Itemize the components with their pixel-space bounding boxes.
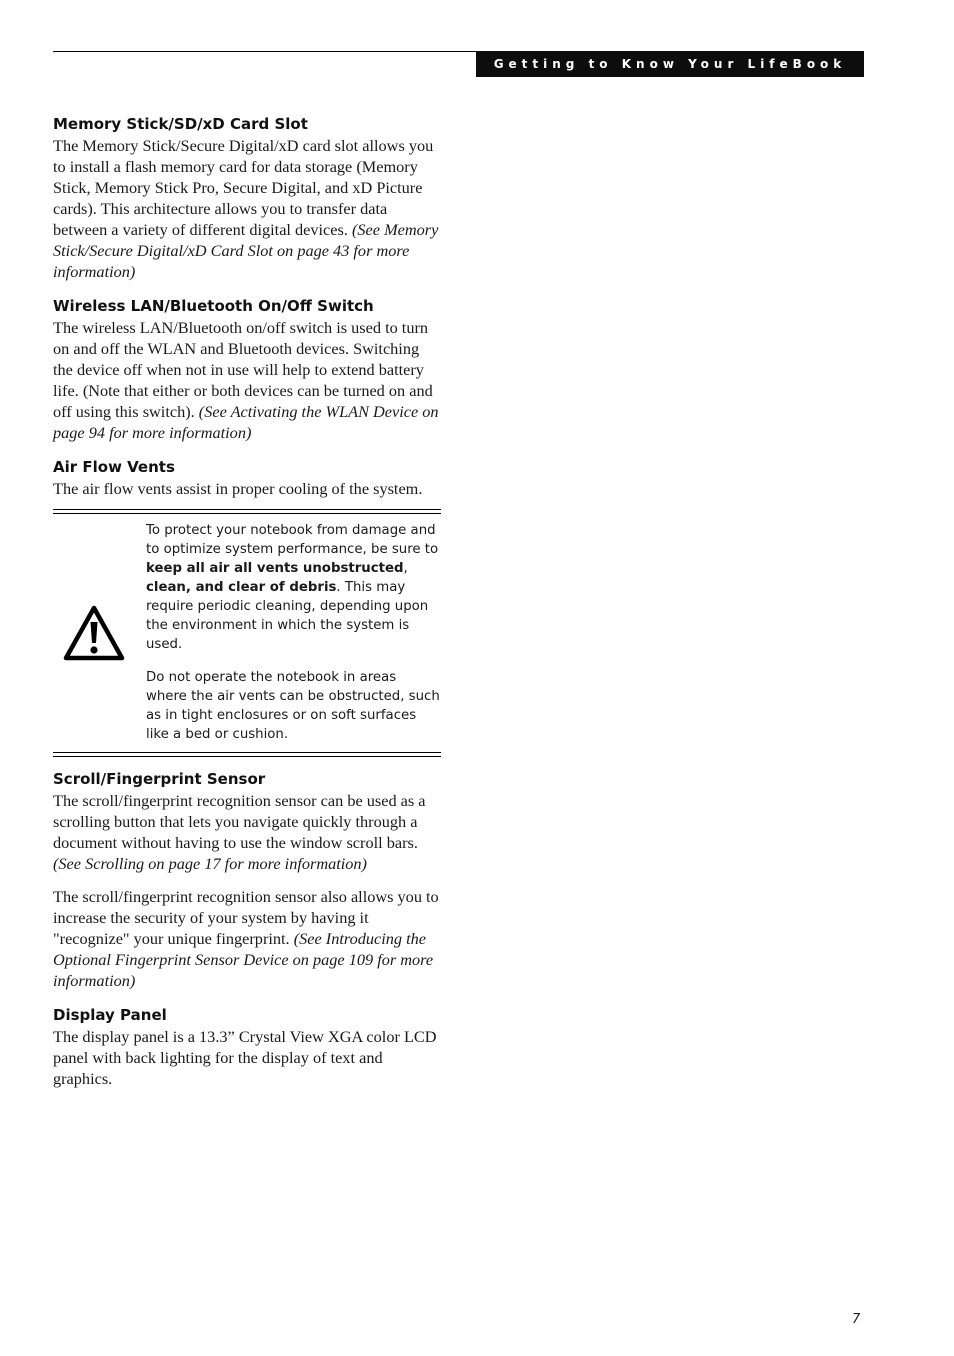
text-display-panel: The display panel is a 13.3” Crystal View XGA color LCD panel with back lighting for the display of text and graphics.	[53, 1027, 437, 1088]
text-scroll-fingerprint-1	[53, 790, 441, 874]
cross-reference: (See Scrolling on page 17 for more information)	[53, 854, 367, 873]
section-scroll-fingerprint	[53, 769, 441, 991]
text-scroll-fingerprint-2	[53, 886, 441, 991]
body-text: The wireless LAN/Bluetooth on/off switch is used to turn on and off the WLAN and Bluetooth devices. Switching the device off when not in use will help to extend battery life. (Note that either or both devices can be turned on and off using this switch).	[53, 318, 433, 421]
cross-reference: (See Introducing the Optional Fingerprint Sensor Device on page 109 for more information)	[53, 929, 434, 990]
section-display-panel	[53, 1005, 441, 1089]
heading-wireless-switch: Wireless LAN/Bluetooth On/Off Switch	[53, 297, 374, 315]
cross-reference: (See Activating the WLAN Device on page 94 for more information)	[53, 402, 439, 442]
heading-display-panel: Display Panel	[53, 1006, 167, 1024]
heading-scroll-fingerprint: Scroll/Fingerprint Sensor	[53, 770, 266, 788]
text-air-flow-vents: The air flow vents assist in proper cooling of the system.	[53, 479, 423, 498]
heading-air-flow-vents: Air Flow Vents	[53, 458, 175, 476]
caution-text-part: ,	[403, 561, 408, 576]
caution-text	[146, 521, 441, 744]
section-memory-card-slot	[53, 114, 441, 282]
caution-paragraph-2: Do not operate the notebook in areas where the air vents can be obstructed, such as in tight enclosures or on soft surfaces like a bed or cushion.	[146, 670, 440, 742]
running-header: Getting to Know Your LifeBook	[476, 51, 864, 77]
text-memory-card-slot	[53, 135, 441, 282]
caution-emphasis: clean, and clear of debris	[146, 580, 337, 595]
caution-text-part: . This may require periodic cleaning, depending upon the environment in which the system is used.	[146, 580, 429, 652]
warning-triangle-icon	[53, 521, 146, 744]
body-text: The scroll/fingerprint recognition sensor can be used as a scrolling button that lets you navigate quickly through a document without having to use the window scroll bars.	[53, 791, 426, 852]
cross-reference: (See Memory Stick/Secure Digital/xD Card Slot on page 43 for more information)	[53, 220, 439, 281]
text-wireless-switch	[53, 317, 441, 443]
caution-text-part: To protect your notebook from damage and to optimize system performance, be sure to	[146, 523, 439, 557]
content-column	[53, 114, 441, 1103]
caution-bottom-rule	[53, 752, 441, 757]
body-text: The Memory Stick/Secure Digital/xD card slot allows you to install a flash memory card for data storage (Memory Stick, Memory Stick Pro, Secure Digital, and xD Picture cards). This architecture allows you to transfer data between a variety of different digital devices.	[53, 136, 434, 239]
section-wireless-switch	[53, 296, 441, 443]
page-number: 7	[852, 1312, 861, 1327]
body-text: The scroll/fingerprint recognition sensor also allows you to increase the security of your system by having it "recognize" your unique fingerprint.	[53, 887, 439, 948]
caution-box	[53, 509, 441, 757]
section-air-flow-vents	[53, 457, 441, 499]
heading-memory-card-slot: Memory Stick/SD/xD Card Slot	[53, 115, 308, 133]
caution-emphasis: keep all air all vents unobstructed	[146, 561, 404, 576]
caution-paragraph-1	[146, 521, 441, 654]
